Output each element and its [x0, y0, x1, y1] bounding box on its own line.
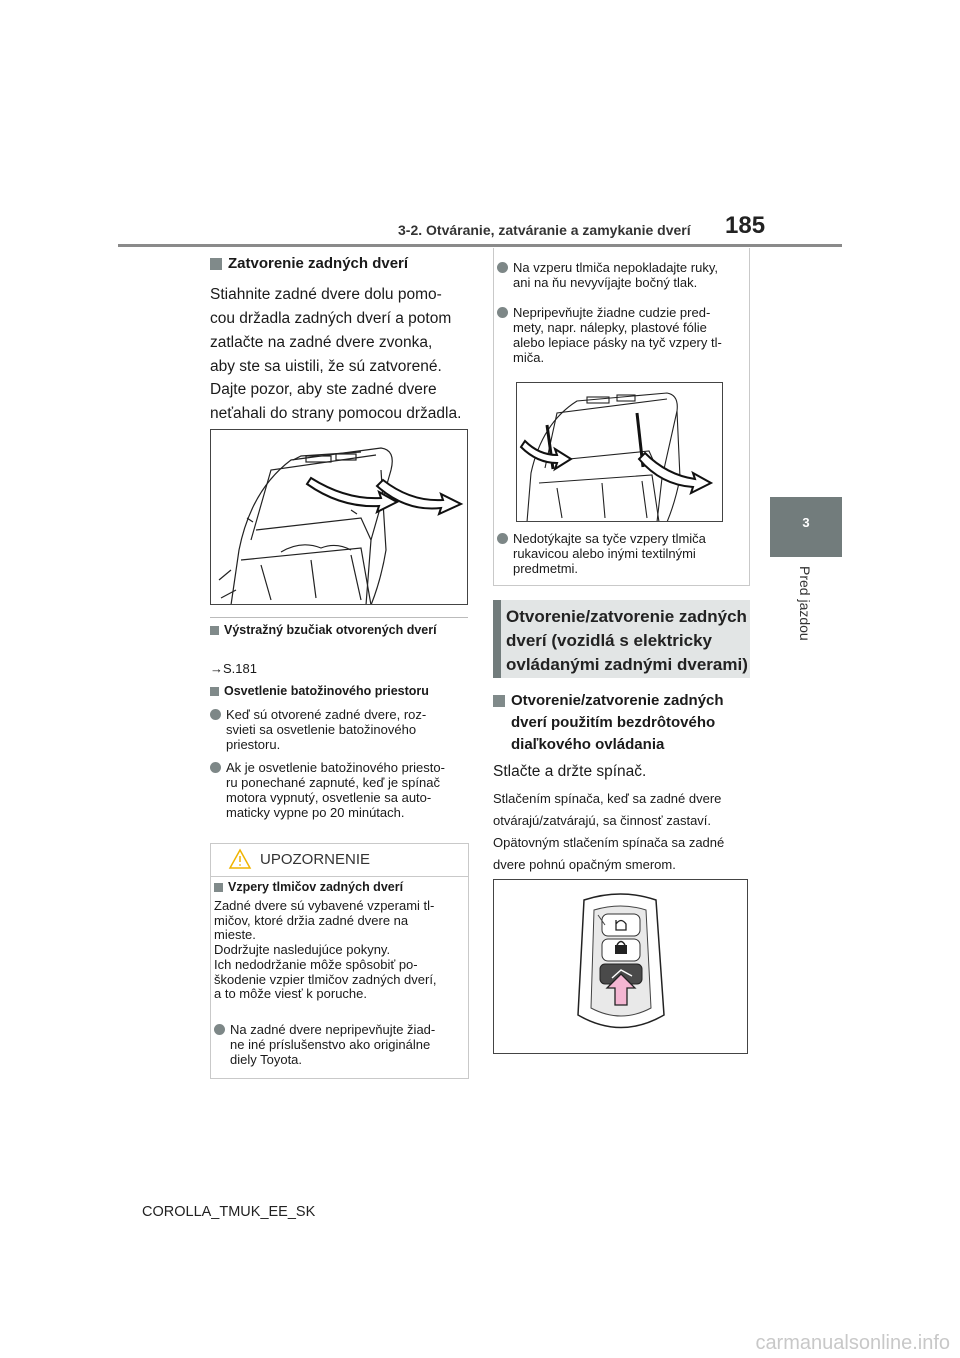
text-line: Ich nedodržanie môže spôsobiť po-: [214, 956, 418, 972]
bullet-text: Keď sú otvorené zadné dvere, roz- svieti sa osvetlenie batožinového priestoru.: [226, 707, 427, 752]
bullet-dot-icon: [214, 1024, 225, 1035]
text-line: Stlačením spínača, keď sa zadné dvere: [493, 791, 722, 806]
text-line: Dodržujte nasledujúce pokyny.: [214, 942, 391, 958]
text-line: diaľkového ovládania: [511, 736, 665, 753]
text-line: mieste.: [214, 927, 256, 943]
text-line: zatlačte na zadné dvere zvonka,: [210, 334, 433, 351]
warn-bullet-no-objects: [497, 305, 747, 365]
heading-square-icon: [214, 883, 223, 892]
tailgate-closing-illustration: [210, 429, 468, 605]
heading-text: Osvetlenie batožinového priestoru: [224, 684, 429, 698]
close-instructions: [210, 283, 472, 379]
tailgate-drawing: [211, 430, 468, 605]
gas-strut-illustration: [516, 382, 723, 522]
bullet-light-on: [210, 707, 470, 752]
text-line: otvárajú/zatvárajú, sa činnosť zastaví.: [493, 813, 712, 828]
buzzer-page-reference[interactable]: →S.181: [210, 661, 257, 676]
heading-square-icon: [210, 687, 219, 696]
bullet-dot-icon: [497, 262, 508, 273]
bullet-light-auto-off: [210, 760, 470, 820]
text-line: a to môže viesť k poruche.: [214, 986, 368, 1002]
bullet-text: Na zadné dvere nepripevňujte žiad- ne iné príslušenstvo ako originálne diely Toyota.: [230, 1022, 436, 1067]
heading-remote-operation: [493, 690, 724, 756]
section-heading-text: [506, 605, 748, 677]
text-line: Otvorenie/zatvorenie zadných: [511, 692, 724, 709]
heading-text: Výstražný bzučiak otvorených dverí: [224, 623, 437, 637]
text-line: Dajte pozor, aby ste zadné dvere: [210, 381, 437, 398]
text-line: Stiahnite zadné dvere dolu pomo-: [210, 286, 442, 303]
page-number: 185: [725, 212, 766, 239]
bullet-dot-icon: [497, 307, 508, 318]
bullet-text: Nepripevňujte žiadne cudzie pred- mety, napr. nálepky, plastové fólie alebo lepiace pásky na tyč vzpery tl- miča.: [513, 305, 722, 365]
divider: [210, 617, 468, 618]
text-line: neťahali do strany pomocou držadla.: [210, 405, 462, 422]
strut-drawing: [517, 383, 723, 522]
bullet-dot-icon: [497, 533, 508, 544]
heading-text: Zatvorenie zadných dverí: [228, 255, 409, 272]
text-line: dverí použitím bezdrôtového: [511, 714, 716, 731]
chapter-title: Pred jazdou: [797, 566, 813, 641]
bullet-dot-icon: [210, 762, 221, 773]
header-divider: [118, 244, 842, 247]
text-line: mičov, ktoré držia zadné dvere na: [214, 912, 409, 928]
document-code: COROLLA_TMUK_EE_SK: [142, 1204, 316, 1220]
heading-square-icon: [210, 626, 219, 635]
remote-key-illustration: [493, 879, 748, 1054]
chapter-number: 3: [802, 515, 810, 530]
caution-body: [214, 899, 466, 1002]
heading-gas-struts: [214, 880, 403, 894]
section-heading-bar: [493, 600, 501, 678]
text-line: dvere pohnú opačným smerom.: [493, 857, 676, 872]
text-line: Otvorenie/zatvorenie zadných: [506, 607, 747, 626]
caution-header: [210, 843, 469, 877]
heading-text: Vzpery tlmičov zadných dverí: [228, 880, 404, 894]
section-title: 3-2. Otváranie, zatváranie a zamykanie dverí: [398, 222, 691, 238]
bullet-text: Na vzperu tlmiča nepokladajte ruky, ani na ňu nevyvíjajte bočný tlak.: [513, 260, 718, 290]
heading-luggage-light: [210, 684, 429, 698]
text-line: ovládanými zadnými dverami): [506, 655, 748, 674]
bullet-text: Ak je osvetlenie batožinového priesto- ru ponechané zapnuté, keď je spínač motora vypnutý, osvetlenie sa auto- maticky vypne po 20 minútach.: [226, 760, 445, 820]
text-line: Opätovným stlačením spínača sa zadné: [493, 835, 725, 850]
heading-close-rear-door: [210, 255, 408, 272]
warn-bullet-no-hands: [497, 260, 747, 290]
caution-title: UPOZORNENIE: [260, 851, 371, 868]
instruction-press-hold: Stlačte a držte spínač.: [493, 763, 647, 780]
bullet-dot-icon: [210, 709, 221, 720]
text-line: škodenie vzpier tlmičov zadných dverí,: [214, 971, 437, 987]
caution-bullet-accessories: [214, 1022, 466, 1067]
heading-text: [511, 690, 724, 756]
text-line: Zadné dvere sú vybavené vzperami tl-: [214, 898, 435, 913]
heading-square-icon: [210, 258, 222, 270]
smart-key-drawing: [494, 880, 748, 1054]
watermark: carmanualsonline.info: [755, 1332, 950, 1354]
heading-buzzer: [210, 623, 468, 637]
warn-bullet-no-gloves: [497, 531, 747, 576]
text-line: dverí (vozidlá s elektricky: [506, 631, 712, 650]
close-caution-note: [210, 378, 472, 426]
text-line: cou držadla zadných dverí a potom: [210, 310, 452, 327]
text-line: aby ste sa uistili, že sú zatvorené.: [210, 358, 442, 375]
heading-square-icon: [493, 695, 505, 707]
remote-note: [493, 788, 755, 876]
warning-triangle-icon: [228, 848, 252, 870]
bullet-text: Nedotýkajte sa tyče vzpery tlmiča rukavicou alebo inými textilnými predmetmi.: [513, 531, 706, 576]
